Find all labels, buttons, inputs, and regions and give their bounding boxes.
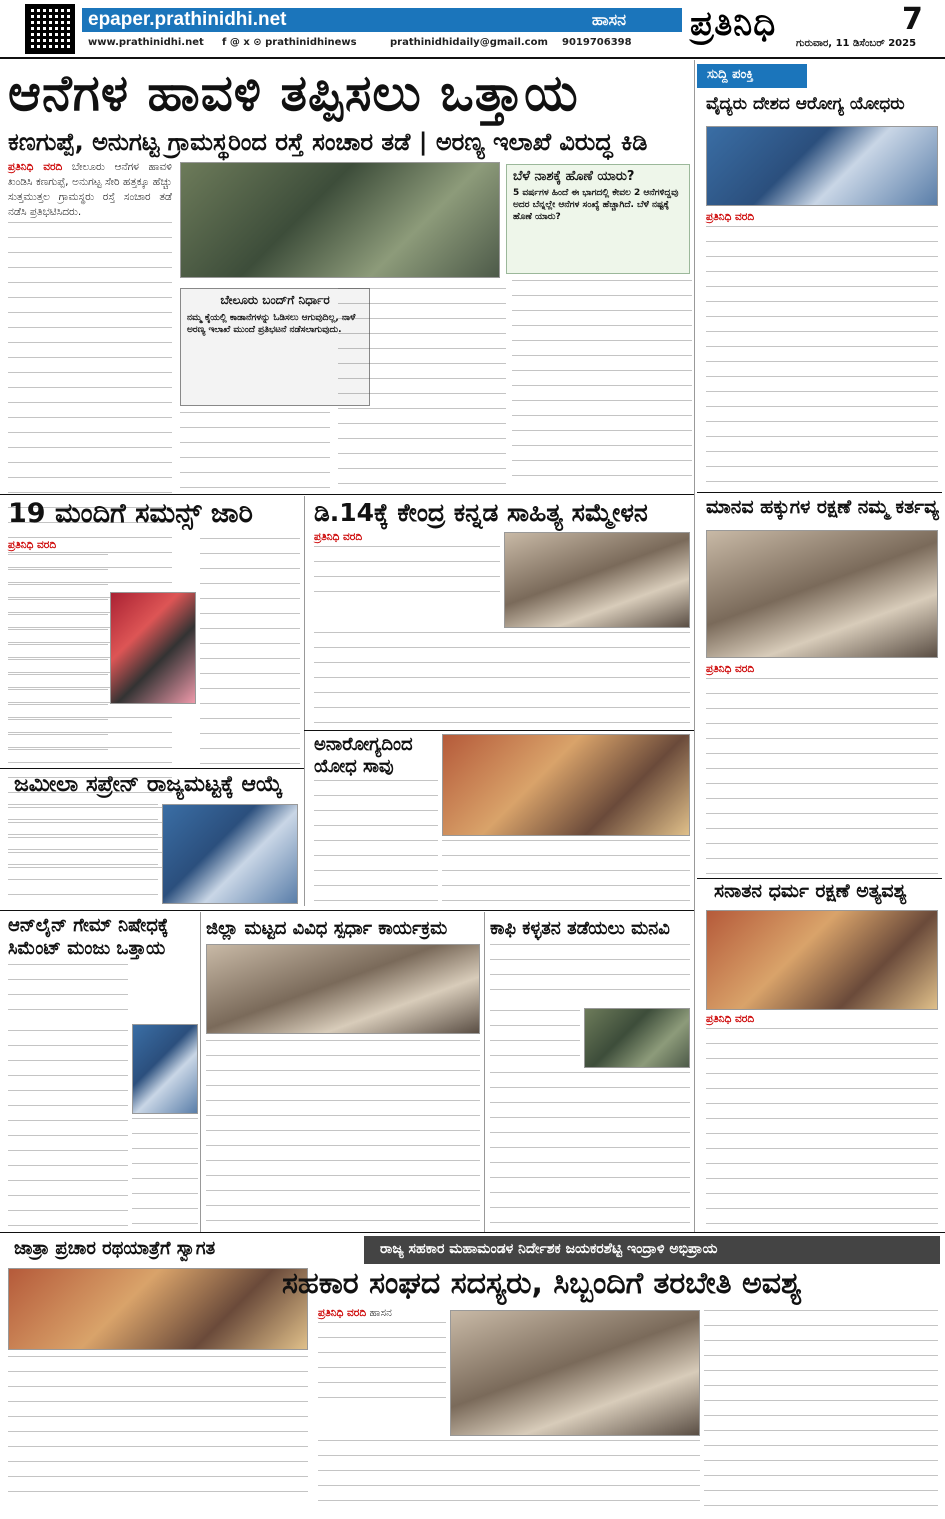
online-game-title: ಆನ್‌ಲೈನ್ ಗೇಮ್ ನಿಷೇಧಕ್ಕೆ ಸಿಮೆಂಟ್ ಮಂಜು ಒತ್ತಾಯ (8, 915, 169, 959)
district-title: ಜಿಲ್ಲಾ ಮಟ್ಟದ ವಿವಿಧ ಸ್ಪರ್ಧಾ ಕಾರ್ಯಕ್ರಮ (206, 918, 448, 939)
bottom-rule (0, 1232, 945, 1233)
header-rule (0, 57, 945, 59)
sidebar-tag: ಸುದ್ದಿ ಪಂಕ್ತಿ (697, 64, 807, 88)
lead-subheadline: ಕಣಗುಪ್ಪೆ, ಅನುಗಟ್ಟ ಗ್ರಾಮಸ್ಥರಿಂದ ರಸ್ತೆ ಸಂಚಾರ ತಡೆ | ಅರಣ್ಯ ಇಲಾಖೆ ವಿರುದ್ಧ ಕಿಡಿ (8, 128, 648, 156)
sahitya-photo (504, 532, 690, 628)
page-number: 7 (902, 2, 923, 37)
sidebar-kicker-2: ಪ್ರತಿನಿಧಿ ವರದಿ (706, 663, 755, 675)
coop-place: ಹಾಸನ (369, 1307, 392, 1319)
rath-title: ಜಾತ್ರಾ ಪ್ರಚಾರ ರಥಯಾತ್ರೆಗೆ ಸ್ವಾಗತ (14, 1238, 216, 1259)
site-url[interactable]: epaper.prathinidhi.net (88, 9, 287, 30)
sidebar-kicker-1: ಪ್ರತಿನಿಧಿ ವರದಿ (706, 211, 755, 223)
district-photo (206, 944, 480, 1034)
mid-rule (0, 494, 694, 495)
sidebar-divider-2 (697, 878, 942, 879)
sidebar-story3-text (706, 1028, 938, 1228)
summons-text-right (200, 538, 300, 766)
illness-rule (304, 730, 694, 731)
lower-col-rule-2 (484, 912, 485, 1232)
rath-photo (8, 1268, 308, 1350)
illness-title: ಅನಾರೋಗ್ಯದಿಂದ ಯೋಧ ಸಾವು (314, 734, 413, 777)
coop-text-3 (704, 1310, 938, 1508)
sidebar-story3-kicker (706, 1012, 938, 1026)
sidebar-story1-text (706, 226, 938, 488)
coop-kicker: ಪ್ರತಿನಿಧಿ ವರದಿ (318, 1307, 367, 1319)
sidebar-story1-kicker (706, 210, 938, 224)
lead-headline: ಆನೆಗಳ ಹಾವಳಿ ತಪ್ಪಿಸಲು ಒತ್ತಾಯ (8, 64, 579, 122)
lead-intro (8, 160, 172, 218)
question-box (506, 164, 690, 274)
coop-title: ಸಹಕಾರ ಸಂಘದ ಸದಸ್ಯರು, ಸಿಬ್ಬಂದಿಗೆ ತರಬೇತಿ ಅವಶ್ಯ (282, 1266, 802, 1301)
summons-photo (110, 592, 196, 704)
jamila-text (8, 804, 158, 904)
website-link[interactable]: www.prathinidhi.net (88, 37, 204, 48)
online-photo (132, 1024, 198, 1114)
sidebar-rule (694, 60, 695, 1232)
summons-text-left (8, 554, 108, 764)
summons-kicker: ಪ್ರತಿನಿಧಿ ವರದಿ (8, 539, 57, 551)
lead-column-4-text (512, 280, 692, 490)
question-box-text: 5 ವರ್ಷಗಳ ಹಿಂದೆ ಈ ಭಾಗದಲ್ಲಿ ಕೇವಲ 2 ಆನೆಗಳಿದ್ದವು ಅದರ ಬೆನ್ನಲ್ಲೇ ಆನೆಗಳ ಸಂಖ್ಯೆ ಹೆಚ್ಚಾಗಿದೆ. ಬೆಳೆ ನಷ್ಟಕ್ಕೆ ಹೊಣೆ ಯಾರು? (513, 188, 679, 222)
summons-kicker-line (8, 538, 118, 552)
sahitya-text-1 (314, 546, 500, 606)
district-label: ಹಾಸನ (591, 10, 626, 29)
lead-kicker: ಪ್ರತಿನಿಧಿ ವರದಿ (8, 161, 63, 173)
bandh-caption-text: ನಮ್ಮ ಕೈಯಲ್ಲಿ ಕಾಡಾನೆಗಳನ್ನು ಓಡಿಸಲು ಆಗುವುದಿಲ್ಲ, ನಾಳೆ ಅರಣ್ಯ ಇಲಾಖೆ ಮುಂದೆ ಪ್ರತಿಭಟನೆ ನಡೆಸಲಾಗುವುದು. (187, 313, 356, 335)
rath-text (8, 1356, 308, 1506)
phone-number: 9019706398 (562, 37, 632, 48)
lower-col-rule-1 (200, 912, 201, 1232)
doctors-photo (706, 126, 938, 206)
sahitya-kicker: ಪ್ರತಿನಿಧಿ ವರದಿ (314, 531, 363, 543)
online-text-3 (132, 1118, 198, 1228)
sahitya-kicker-line (314, 530, 500, 544)
jamila-photo (162, 804, 298, 904)
masthead-header (0, 0, 945, 56)
sidebar-story2-title: ಮಾನವ ಹಕ್ಕುಗಳ ರಕ್ಷಣೆ ನಮ್ಮ ಕರ್ತವ್ಯ (706, 496, 939, 518)
sidebar-kicker-3: ಪ್ರತಿನಿಧಿ ವರದಿ (706, 1013, 755, 1025)
bandh-caption-title: ಬೇಲೂರು ಬಂದ್‌ಗೆ ನಿರ್ಧಾರ (220, 293, 330, 307)
lead-column-2-text (180, 412, 330, 492)
online-text-2 (8, 1030, 128, 1228)
social-handles[interactable]: f @ x ⊙ prathinidhinews (222, 37, 357, 48)
email-link[interactable]: prathinidhidaily@gmail.com (390, 37, 548, 48)
sidebar-story3-title: ಸನಾತನ ಧರ್ಮ ರಕ್ಷಣೆ ಅತ್ಯವಶ್ಯ (714, 880, 907, 902)
protest-photo (180, 162, 500, 278)
site-band (82, 8, 682, 32)
coop-photo (450, 1310, 700, 1436)
illness-photo (442, 734, 690, 836)
qr-code-icon (25, 4, 75, 54)
coffee-title: ಕಾಫಿ ಕಳ್ಳತನ ತಡೆಯಲು ಮನವಿ (490, 918, 670, 939)
coffee-text-3 (490, 1072, 690, 1230)
online-text-1 (8, 964, 128, 1024)
sidebar-story2-text (706, 678, 938, 874)
question-box-title: ಬೆಳೆ ನಾಶಕ್ಕೆ ಹೊಣೆ ಯಾರು? (513, 169, 635, 184)
sahitya-text-2 (314, 632, 690, 728)
illness-text (314, 780, 438, 904)
sahitya-title: ಡಿ.14ಕ್ಕೆ ಕೇಂದ್ರ ಕನ್ನಡ ಸಾಹಿತ್ಯ ಸಮ್ಮೇಳನ (314, 498, 648, 527)
illness-caption (442, 840, 690, 904)
summons-title: 19 ಮಂದಿಗೆ ಸಮನ್ಸ್ ಜಾರಿ (8, 498, 253, 529)
coop-text-2 (318, 1440, 700, 1508)
human-rights-photo (706, 530, 938, 658)
jamila-rule (0, 768, 304, 769)
lead-column-3-text (338, 288, 506, 490)
mid-col-rule (304, 496, 305, 906)
sidebar-divider-1 (697, 492, 942, 493)
lead-place: ಬೇಲೂರು (71, 161, 105, 173)
newspaper-masthead: ಪ್ರತಿನಿಧಿ (690, 4, 777, 44)
coop-banner: ರಾಜ್ಯ ಸಹಕಾರ ಮಹಾಮಂಡಳ ನಿರ್ದೇಶಕ ಜಯಕರಶೆಟ್ಟಿ ಇಂದ್ರಾಳಿ ಅಭಿಪ್ರಾಯ (364, 1236, 940, 1264)
dateline: ಗುರುವಾರ, 11 ಡಿಸೆಂಬರ್ 2025 (796, 38, 917, 49)
jamila-title: ಜಮೀಲಾ ಸಪ್ರೇನ್ ರಾಜ್ಯಮಟ್ಟಕ್ಕೆ ಆಯ್ಕೆ (14, 772, 283, 797)
coop-kicker-line (318, 1306, 438, 1320)
lower-rule (0, 910, 694, 911)
coffee-photo (584, 1008, 690, 1068)
lead-intro-text: ಆನೆಗಳ ಹಾವಳಿ ಖಂಡಿಸಿ ಕಣಗುಪ್ಪೆ, ಅನುಗಟ್ಟ ಸೇರಿ ಹತ್ತಕ್ಕೂ ಹೆಚ್ಚು ಸುತ್ತಮುತ್ತಲ ಗ್ರಾಮಸ್ಥರು ರಸ್ತೆ ಸಂಚಾರ ತಡೆ ನಡೆಸಿ ಪ್ರತಿಭಟಿಸಿದರು. (8, 161, 172, 218)
sidebar-story1-title: ವೈದ್ಯರು ದೇಶದ ಆರೋಗ್ಯ ಯೋಧರು (706, 94, 905, 114)
coop-text-1 (318, 1322, 446, 1406)
coffee-text-1 (490, 944, 690, 1004)
district-text (206, 1040, 480, 1230)
contact-strip (82, 36, 682, 52)
coffee-text-2 (490, 1010, 580, 1060)
sidebar-story2-kicker (706, 662, 938, 676)
sanatana-photo (706, 910, 938, 1010)
